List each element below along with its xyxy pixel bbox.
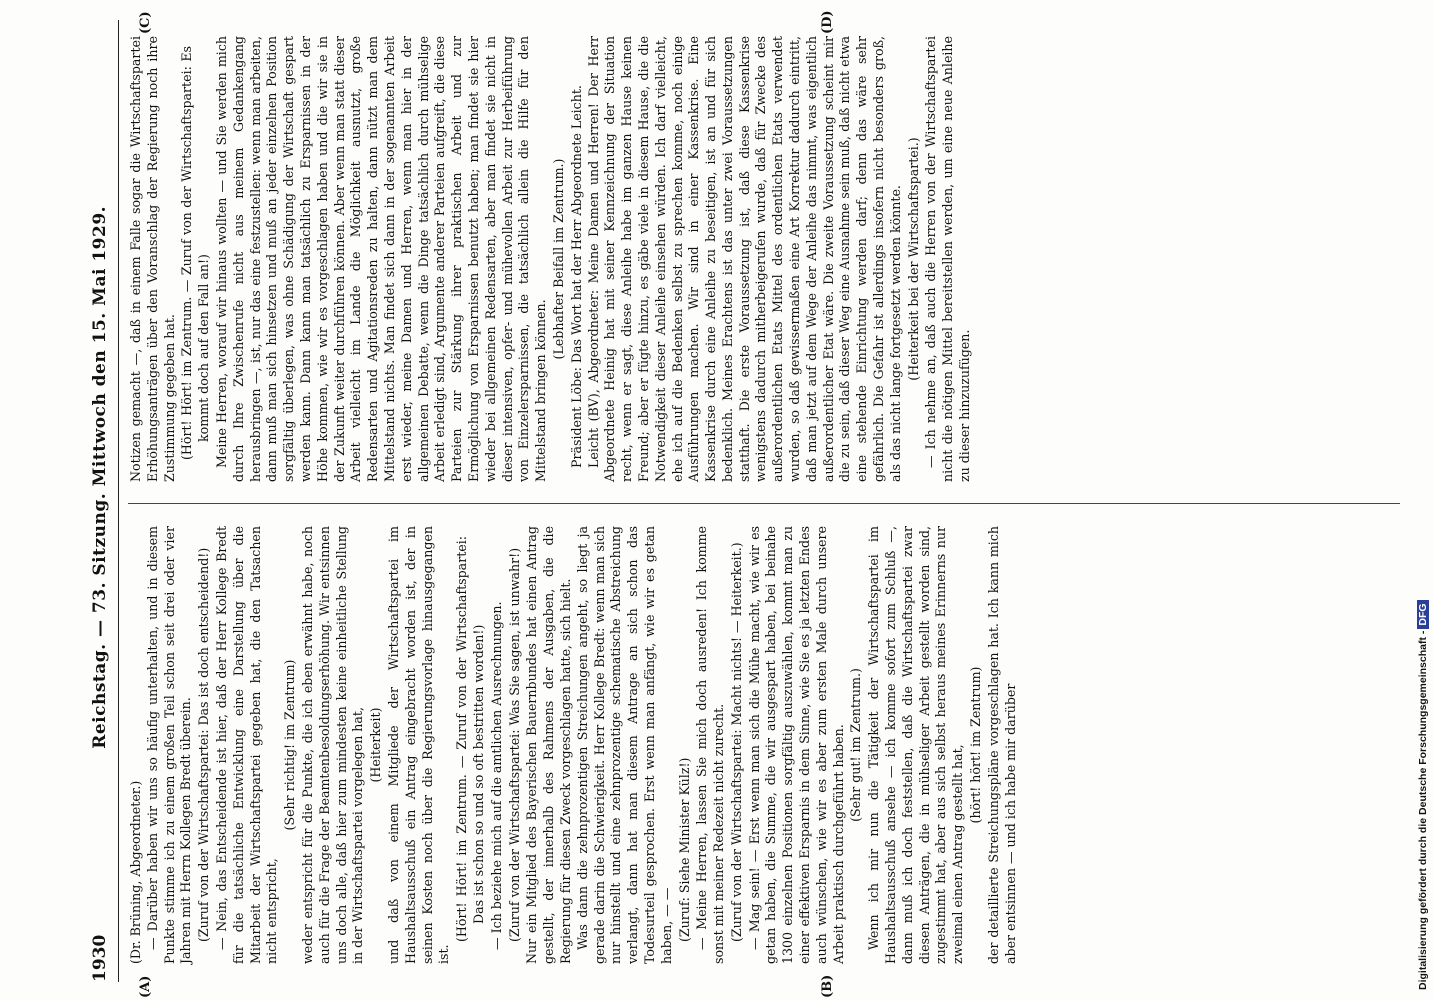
paragraph: Nur ein Mitglied des Bayerischen Bauernbundes hat einen Antrag gestellt, der innerhalb des Rahmens der Ausgaben, die die Regierung für diesen Zweck vorgeschlagen hatte, sich hielt.: [524, 526, 573, 964]
digitization-credit-strip: [1412, 0, 1434, 1000]
paragraph: der detaillierte Streichungspläne vorgeschlagen hat. Ich kann mich aber entsinnen — und ich habe mir darüber: [985, 526, 1018, 964]
interjection: (Sehr gut! im Zentrum.): [848, 668, 864, 822]
interjection: (Heiterkeit): [368, 707, 384, 783]
page-number: 1930: [90, 934, 110, 982]
interjection: (Sehr richtig! im Zentrum): [282, 659, 298, 831]
paragraph: — Ich beziehe mich auf die amtlichen Ausrechnungen.: [488, 601, 504, 950]
interjection: (Hört! Hört! im Zentrum. — Zuruf von der Wirtschaftspartei: Es kommt doch auf den Fall an!): [179, 46, 212, 460]
paragraph: Wenn ich mir nun die Tätigkeit der Wirtschaftspartei im Haushaltsausschuß ansehe — ich komme sofort zum Schluß —, dann muß ich doch feststellen, daß die Wirtschaftspartei zwar diesen Anträgen, die in mühseliger Arbeit gestellt worden sind, zugestimmt hat, aber aus sich selbst heraus meines Erinnerns nur zweimal einen Antrag gestellt hat,: [866, 526, 966, 964]
interjection: (Heiterkeit bei der Wirtschaftspartei.): [905, 137, 921, 381]
column-divider: [128, 503, 1400, 504]
paragraph: — Mag sein! — Erst wenn man sich die Mühe macht, wie wir es getan haben, die Summe, die wir ausgespart haben, bei beinahe 1300 einzelnen Positionen sorgfältig auszuwählen, kommt man zu einer effektiven Ersparnis in dem Sinne, wie Sie es ja letzten Endes auch wünschen, wie wir es aber zum ersten Male durch unsere Arbeit praktisch durchgeführt haben.: [746, 526, 846, 964]
paragraph: Was dann die zehnprozentigen Streichungen angeht, so liegt ja gerade darin die Schwierigkeit. Herr Kollege Bredt: wenn man sich nur hinstellt und eine zehnprozentige schematische Abstreichung verlangt, dann hat man diesem Antrage an sich schon das Todesurteil gesprochen. Erst wenn man anfängt, wie wir es getan haben, — —: [574, 526, 674, 964]
paragraph: Meine Herren, worauf wir hinaus wollten — und Sie werden mich durch Ihre Zwischenrufe nicht aus meinem Gedankengang herausbringen —, ist, nur das eine festzustellen: wenn man arbeiten, dann muß man sich hinsetzen und muß an jeder einzelnen Position sorgfältig überlegen, was ohne Schädigung der Wirtschaft gespart werden kann. Dann kann man tatsächlich zu Ersparnissen in der Höhe kommen, wie wir es vorgeschlagen haben und die wir sie in der Zukunft weiter durchführen können. Aber wenn man statt dieser Arbeit vielleicht im Lande die Möglichkeit ausnutzt, große Redensarten und Agitationsreden zu halten, dann nützt man dem Mittelstand nichts. Man findet sich dann in der sogenannten Arbeit erst wieder, meine Damen und Herren, wenn man hier in der allgemeinen Debatte, wenn die Dinge tatsächlich durch mühselige Arbeit erledigt sind, Argumente anderer Parteien aufgreift, die diese Parteien zur Stärkung ihrer praktischen Arbeit und zur Ermöglichung von Ersparnissen benutzt haben; man findet sie hier wieder bei allgemeinen Redensarten, aber man findet sie nicht in dieser intensiven, opfer- und mühevollen Arbeit zur Herbeiführung von Einzelersparnissen, die tatsächlich allein die Hilfe für den Mittelstand bringen können.: [213, 36, 549, 482]
interjection: (Zuruf von der Wirtschaftspartei: Das ist doch entscheidend!): [196, 547, 212, 942]
paragraph: — Darüber haben wir uns so häufig unterhalten, und in diesem Punkte stimme ich zu einem großen Teil schon seit drei oder vier Jahren mit Herrn Kollegen Bredt überein.: [144, 526, 194, 964]
interjection: (hört! hört! im Zentrum): [968, 666, 984, 824]
digitization-credit: [1412, 0, 1434, 1000]
margin-mark-d: (D): [820, 10, 835, 34]
margin-mark-c: (C): [138, 11, 153, 34]
interjection: (Zuruf: Siehe Minister Külz!): [676, 757, 692, 942]
session-title: Reichstag. — 73. Sitzung. Mittwoch den 15. Mai 1929.: [90, 205, 110, 749]
dfg-logo: DFG: [1417, 600, 1429, 628]
left-text-column: [128, 526, 1410, 964]
paragraph: — Meine Herren, lassen Sie mich doch ausreden! Ich komme sonst mit meiner Redezeit nicht zurecht.: [694, 526, 727, 964]
credit-text: Digitalisierung gefördert durch die Deutsche Forschungsgemeinschaft -: [1417, 630, 1429, 990]
paragraph: weder entspricht für die Punkte, die ich eben erwähnt habe, noch auch für die Frage der Beamtenbesoldungserhöhung. Wir entsinnen uns doch alle, daß hier zum mindesten keine einheitliche Stellung in der Wirtschaftspartei vorgelegen hat,: [299, 526, 366, 964]
right-text-column: [128, 36, 1410, 482]
margin-mark-a: (A): [138, 975, 153, 998]
paragraph: Leicht (BV), Abgeordneter: Meine Damen und Herren! Der Herr Abgeordnete Heinig hat mit seiner Kennzeichnung der Situation recht, wenn er sagt, diese Anleihe habe im ganzen Hause keinen Freund; aber er fügte hinzu, es gäbe viele in diesem Hause, die die Notwendigkeit dieser Anleihe einsehen würden. Ich darf vielleicht, ehe ich auf die Bedenken selbst zu sprechen komme, noch einige Ausführungen machen. Wir sind in einer Kassenkrise. Eine Kassenkrise durch eine Anleihe zu beseitigen, ist an und für sich bedenklich. Meines Erachtens ist das unter zwei Voraussetzungen statthaft. Die erste Voraussetzung ist, daß diese Kassenkrise wenigstens dadurch mitherbeigerufen wurde, daß für Zwecke des außerordentlichen Etats Mittel des ordentlichen Etats verwendet wurden, so daß gewissermaßen eine Art Korrektur dadurch eintritt, daß man jetzt auf dem Wege der Anleihe das nimmt, was eigentlich außerordentlicher Etat wäre. Die zweite Voraussetzung scheint mir die zu sein, daß dieser Weg eine Ausnahme sein muß, daß nicht etwa eine stehende Einrichtung werden darf; denn das wäre sehr gefährlich. Die Gefahr ist allerdings insofern nicht besonders groß, als das nicht lange fortgesetzt werden könnte.: [585, 36, 903, 482]
paragraph: Notizen gemacht —, daß in einem Falle sogar die Wirtschaftspartei Erhöhungsanträgen über den Voranschlag der Regierung noch ihre Zustimmung gegeben hat.: [128, 36, 177, 482]
paragraph: — Nein, das Entscheidende ist hier, daß der Herr Kollege Bredt für die tatsächliche Entwicklung eine Darstellung über die Mitarbeit der Wirtschaftspartei gegeben hat, die den Tatsachen nicht entspricht,: [213, 526, 280, 964]
interjection: (Zuruf von der Wirtschaftspartei: Macht nichts! — Heiterkeit.): [728, 542, 744, 942]
interjection: (Hört! Hört! im Zentrum. — Zuruf von der Wirtschaftspartei: Das ist schon so und so oft bestritten worden!): [454, 536, 486, 942]
paragraph: — Ich nehme an, daß auch die Herren von der Wirtschaftspartei nicht die nötigen Mittel bereitstellen werden, um eine neue Anleihe zu dieser hinzuzufügen.: [923, 36, 973, 482]
paragraph: Präsident Löbe: Das Wort hat der Herr Abgeordnete Leicht.: [568, 85, 584, 468]
page-content: [80, 10, 1420, 998]
rotated-document-page: [80, 0, 1420, 1000]
page-header: [90, 20, 119, 982]
paragraph: (Dr. Brüning, Abgeordneter.): [128, 780, 143, 964]
interjection: (Lebhafter Beifall im Zentrum.): [550, 158, 566, 360]
paragraph: und daß von einem Mitgliede der Wirtschaftspartei im Haushaltsausschuß ein Antrag eingebracht worden ist, der in seinen Kosten noch über die Regierungsvorlage hinausgegangen ist.: [385, 526, 452, 964]
interjection: (Zuruf von der Wirtschaftspartei: Was Sie sagen, ist unwahr!): [506, 547, 522, 942]
margin-mark-b: (B): [820, 974, 835, 998]
